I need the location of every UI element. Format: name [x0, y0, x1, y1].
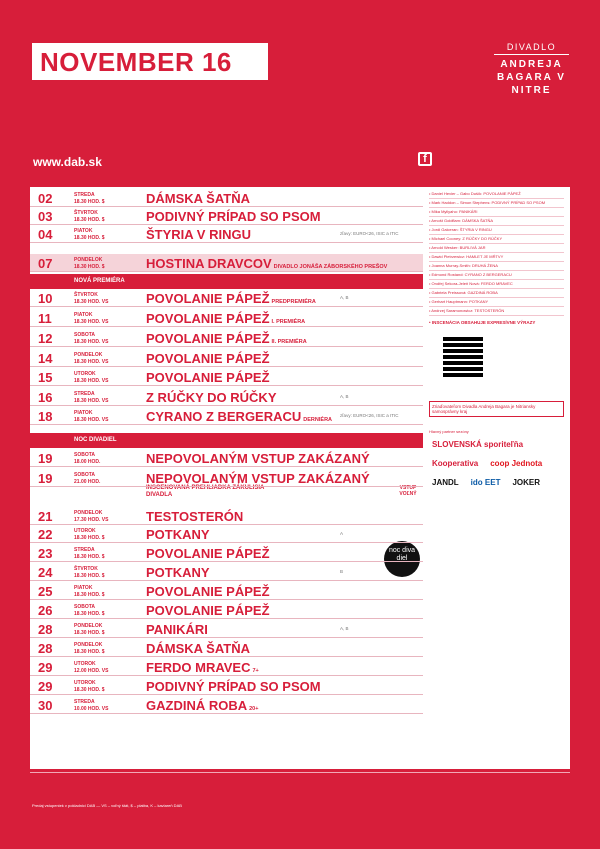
show-title: POVOLANIE PÁPEŽ	[146, 584, 270, 599]
notes-panel	[423, 187, 570, 769]
schedule-row	[30, 601, 423, 619]
show-extra: zľavy: EURO<26, ISIC a ITIC	[340, 413, 399, 418]
partner-logo: coop Jednota	[490, 459, 543, 468]
noc-divadiel-badge: noc diva diel	[384, 541, 420, 577]
day-number: 25	[38, 584, 53, 599]
schedule-row	[30, 525, 423, 543]
partner-logo: JANDL	[432, 478, 459, 487]
show-title: ŠTYRIA V RINGU	[146, 227, 251, 242]
show-title: PODIVNÝ PRÍPAD SO PSOM	[146, 209, 321, 224]
schedule-row	[30, 658, 423, 676]
show-meta: PIATOK 18.30 HOD. $	[74, 228, 105, 241]
show-title: Z RÚČKY DO RÚČKY	[146, 390, 277, 405]
note-item: • Andrzej Saramonowicz: TESTOSTERÓN	[429, 307, 564, 316]
day-number: 23	[38, 546, 53, 561]
show-meta: ŠTVRTOK 18.30 HOD. $	[74, 210, 105, 223]
notes-list	[429, 190, 564, 316]
show-title: DÁMSKA ŠATŇA	[146, 641, 250, 656]
show-meta: UTOROK 18.30 HOD. $	[74, 680, 105, 693]
note-item: • Michael Cooney: Z RÚČKY DO RÚČKY	[429, 235, 564, 244]
show-meta: STREDA 18.30 HOD. $	[74, 547, 105, 560]
note-item: • Daniel Hevier – Gabo Dušík: POVOLANIE PÁPEŽ	[429, 190, 564, 199]
schedule-row	[30, 407, 423, 425]
partner-logos	[429, 438, 564, 489]
schedule-row	[30, 544, 423, 562]
note-item: • Dawid Pietrzewicz: HAMLET JE MŔTVY	[429, 253, 564, 262]
show-note: 7+	[252, 668, 259, 674]
day-number: 19	[38, 451, 53, 466]
schedule-row	[30, 388, 423, 406]
note-item: • Arnold Wesker: BURLIVÁ JAR	[429, 244, 564, 253]
show-note: I. PREMIÉRA	[271, 319, 306, 325]
day-number: 18	[38, 409, 53, 424]
schedule-row	[30, 309, 423, 327]
day-number: 02	[38, 191, 53, 206]
schedule-row	[30, 507, 423, 525]
day-number: 29	[38, 679, 53, 694]
schedule-row	[30, 677, 423, 695]
notes-footer: • INSCENÁCIA OBSAHUJE EXPRESÍVNE VÝRAZY	[429, 320, 536, 325]
day-number: 14	[38, 351, 53, 366]
vstup-label: VSTUP VOĽNÝ	[399, 485, 417, 497]
note-item: • Gerhart Hauptmann: POTKANY	[429, 298, 564, 307]
show-title: FERDO MRAVEC 7+	[146, 660, 259, 675]
day-number: 16	[38, 390, 53, 405]
partner-logo: Kooperativa	[432, 459, 479, 468]
day-number: 04	[38, 227, 53, 242]
show-meta: SOBOTA 18.30 HOD. VS	[74, 332, 109, 345]
show-meta: SOBOTA 18.30 HOD. $	[74, 604, 105, 617]
show-title: POVOLANIE PÁPEŽ II. PREMIÉRA	[146, 331, 307, 346]
show-title: HOSTINA DRAVCOV DIVADLO JONÁŠA ZÁBORSKÉHO PREŠOV	[146, 256, 388, 271]
schedule-row	[30, 449, 423, 467]
schedule-row	[30, 189, 423, 207]
show-meta: UTOROK 18.30 HOD. VS	[74, 371, 109, 384]
show-extra: A, B	[340, 295, 349, 300]
note-item: • Arnošt Goldflam: DÁMSKA ŠATŇA	[429, 217, 564, 226]
note-item: • Edmond Rostand: CYRANO Z BERGERACU	[429, 271, 564, 280]
show-meta: PONDELOK 18.30 HOD. VS	[74, 352, 109, 365]
schedule-row	[30, 639, 423, 657]
show-meta: PIATOK 18.30 HOD. VS	[74, 410, 109, 423]
show-meta: ŠTVRTOK 18.30 HOD. $	[74, 566, 105, 579]
month-header	[32, 43, 268, 80]
show-title: POVOLANIE PÁPEŽ	[146, 370, 270, 385]
schedule-row	[30, 368, 423, 386]
day-number: 03	[38, 209, 53, 224]
website-link[interactable]: www.dab.sk	[33, 155, 102, 169]
subhead-noc: NOC DIVADIEL	[30, 433, 423, 448]
day-number: 28	[38, 641, 53, 656]
show-meta: PIATOK 18.30 HOD. VS	[74, 312, 109, 325]
show-meta: PONDELOK 18.30 HOD. $	[74, 623, 105, 636]
schedule-row	[30, 329, 423, 347]
show-meta: PONDELOK 17.30 HOD. VS	[74, 510, 109, 523]
day-number: 15	[38, 370, 53, 385]
schedule-row	[30, 620, 423, 638]
schedule-table	[30, 187, 423, 769]
show-note: PREDPREMIÉRA	[271, 299, 316, 305]
show-meta: STREDA 18.30 HOD. $	[74, 192, 105, 205]
logo-top: DIVADLO	[494, 42, 569, 55]
show-title: TESTOSTERÓN	[146, 509, 244, 524]
show-note: DIVADLO JONÁŠA ZÁBORSKÉHO PREŠOV	[273, 264, 388, 270]
day-number: 26	[38, 603, 53, 618]
facebook-icon[interactable]: f	[418, 152, 432, 166]
day-number: 22	[38, 527, 53, 542]
note-item: • Mark Haddon – Simon Stephens: PODIVNÝ PRÍPAD SO PSOM	[429, 199, 564, 208]
show-meta: PONDELOK 18.30 HOD. $	[74, 642, 105, 655]
day-number: 24	[38, 565, 53, 580]
show-meta: PIATOK 18.30 HOD. $	[74, 585, 105, 598]
note-item: • Ondřej Sekora-Jeleň Nová: FERDO MRAVEC	[429, 280, 564, 289]
schedule-row	[30, 289, 423, 307]
show-meta: UTOROK 18.30 HOD. $	[74, 528, 105, 541]
day-number: 30	[38, 698, 53, 713]
show-title: POVOLANIE PÁPEŽ PREDPREMIÉRA	[146, 291, 316, 306]
schedule-row	[30, 582, 423, 600]
schedule-row	[30, 469, 423, 487]
subhead-premiere: NOVÁ PREMIÉRA	[30, 274, 423, 289]
day-number: 21	[38, 509, 53, 524]
founder-note: Zriaďovateľom Divadla Andreja Bagara je Nitriansky samosprávny kraj	[429, 401, 564, 417]
show-note: DERNIÉRA	[303, 417, 333, 423]
day-number: 12	[38, 331, 53, 346]
partner-logo: JOKER	[512, 478, 541, 487]
show-title: DÁMSKA ŠATŇA	[146, 191, 250, 206]
note-item: • Jordi Galceran: ŠTYRIA V RINGU	[429, 226, 564, 235]
day-number: 10	[38, 291, 53, 306]
partner-logo: SLOVENSKÁ sporiteľňa	[432, 440, 524, 449]
partner-logo: ido EET	[470, 478, 501, 487]
schedule-row	[30, 207, 423, 225]
show-extra: A, B	[340, 626, 349, 631]
schedule-row	[30, 563, 423, 581]
qr-code-icon[interactable]	[443, 337, 483, 377]
schedule-row	[30, 225, 423, 243]
logo-main: ANDREJA BAGARA V NITRE	[497, 59, 566, 96]
theatre-logo	[494, 42, 569, 97]
show-meta: PONDELOK 18.30 HOD. $	[74, 257, 105, 270]
show-meta: UTOROK 12.00 HOD. VS	[74, 661, 109, 674]
show-note: II. PREMIÉRA	[271, 339, 307, 345]
show-title: POVOLANIE PÁPEŽ I. PREMIÉRA	[146, 311, 306, 326]
footer: Predaj vstupeniek v pokladnici DAB — VS – voľný štát, $ – platba, K – kaviareň DAB	[30, 772, 570, 827]
show-title: NEPOVOLANÝM VSTUP ZAKÁZANÝ	[146, 451, 370, 466]
day-number: 11	[38, 311, 52, 326]
show-extra: B	[340, 569, 344, 574]
day-number: 07	[38, 256, 53, 271]
schedule-row	[30, 349, 423, 367]
show-title: POVOLANIE PÁPEŽ	[146, 351, 270, 366]
show-title: CYRANO Z BERGERACU DERNIÉRA	[146, 409, 333, 424]
show-title: PODIVNÝ PRÍPAD SO PSOM	[146, 679, 321, 694]
show-note: 20+	[249, 706, 259, 712]
show-title: POTKANY	[146, 527, 210, 542]
show-title: POVOLANIE PÁPEŽ	[146, 603, 270, 618]
schedule-row	[30, 696, 423, 714]
show-meta: STREDA 10.00 HOD. VS	[74, 699, 109, 712]
show-extra: A	[340, 531, 344, 536]
note-item: • Gabriela Preissová: GAZDINÁ ROBA	[429, 289, 564, 298]
show-meta: ŠTVRTOK 18.30 HOD. VS	[74, 292, 109, 305]
show-meta: SOBOTA 21.00 HOD.	[74, 472, 101, 485]
schedule-row	[30, 254, 423, 272]
day-number: 19	[38, 471, 53, 486]
show-title: NEPOVOLANÝM VSTUP ZAKÁZANÝ	[146, 471, 370, 486]
page-title: NOVEMBER 16	[40, 47, 232, 77]
partner-heading: Hlavný partner sezóny	[429, 429, 469, 434]
show-extra: zľavy: EURO<26, ISIC a ITIC	[340, 231, 399, 236]
show-extra: A, B	[340, 394, 349, 399]
show-title: GAZDINÁ ROBA 20+	[146, 698, 259, 713]
show-meta: STREDA 18.30 HOD. VS	[74, 391, 109, 404]
note-item: • Joanna Murray-Smith: DRUHÁ ŽENA	[429, 262, 564, 271]
note-item: • Mika Myllyaho: PANIKÁRI	[429, 208, 564, 217]
show-title: POTKANY	[146, 565, 210, 580]
show-meta: SOBOTA 18.00 HOD.	[74, 452, 101, 465]
inscen-label: INSCENOVANÁ PREHLIADKA ZÁKULISIA DIVADLA	[146, 485, 265, 498]
show-title: POVOLANIE PÁPEŽ	[146, 546, 270, 561]
show-title: PANIKÁRI	[146, 622, 208, 637]
day-number: 28	[38, 622, 53, 637]
day-number: 29	[38, 660, 53, 675]
